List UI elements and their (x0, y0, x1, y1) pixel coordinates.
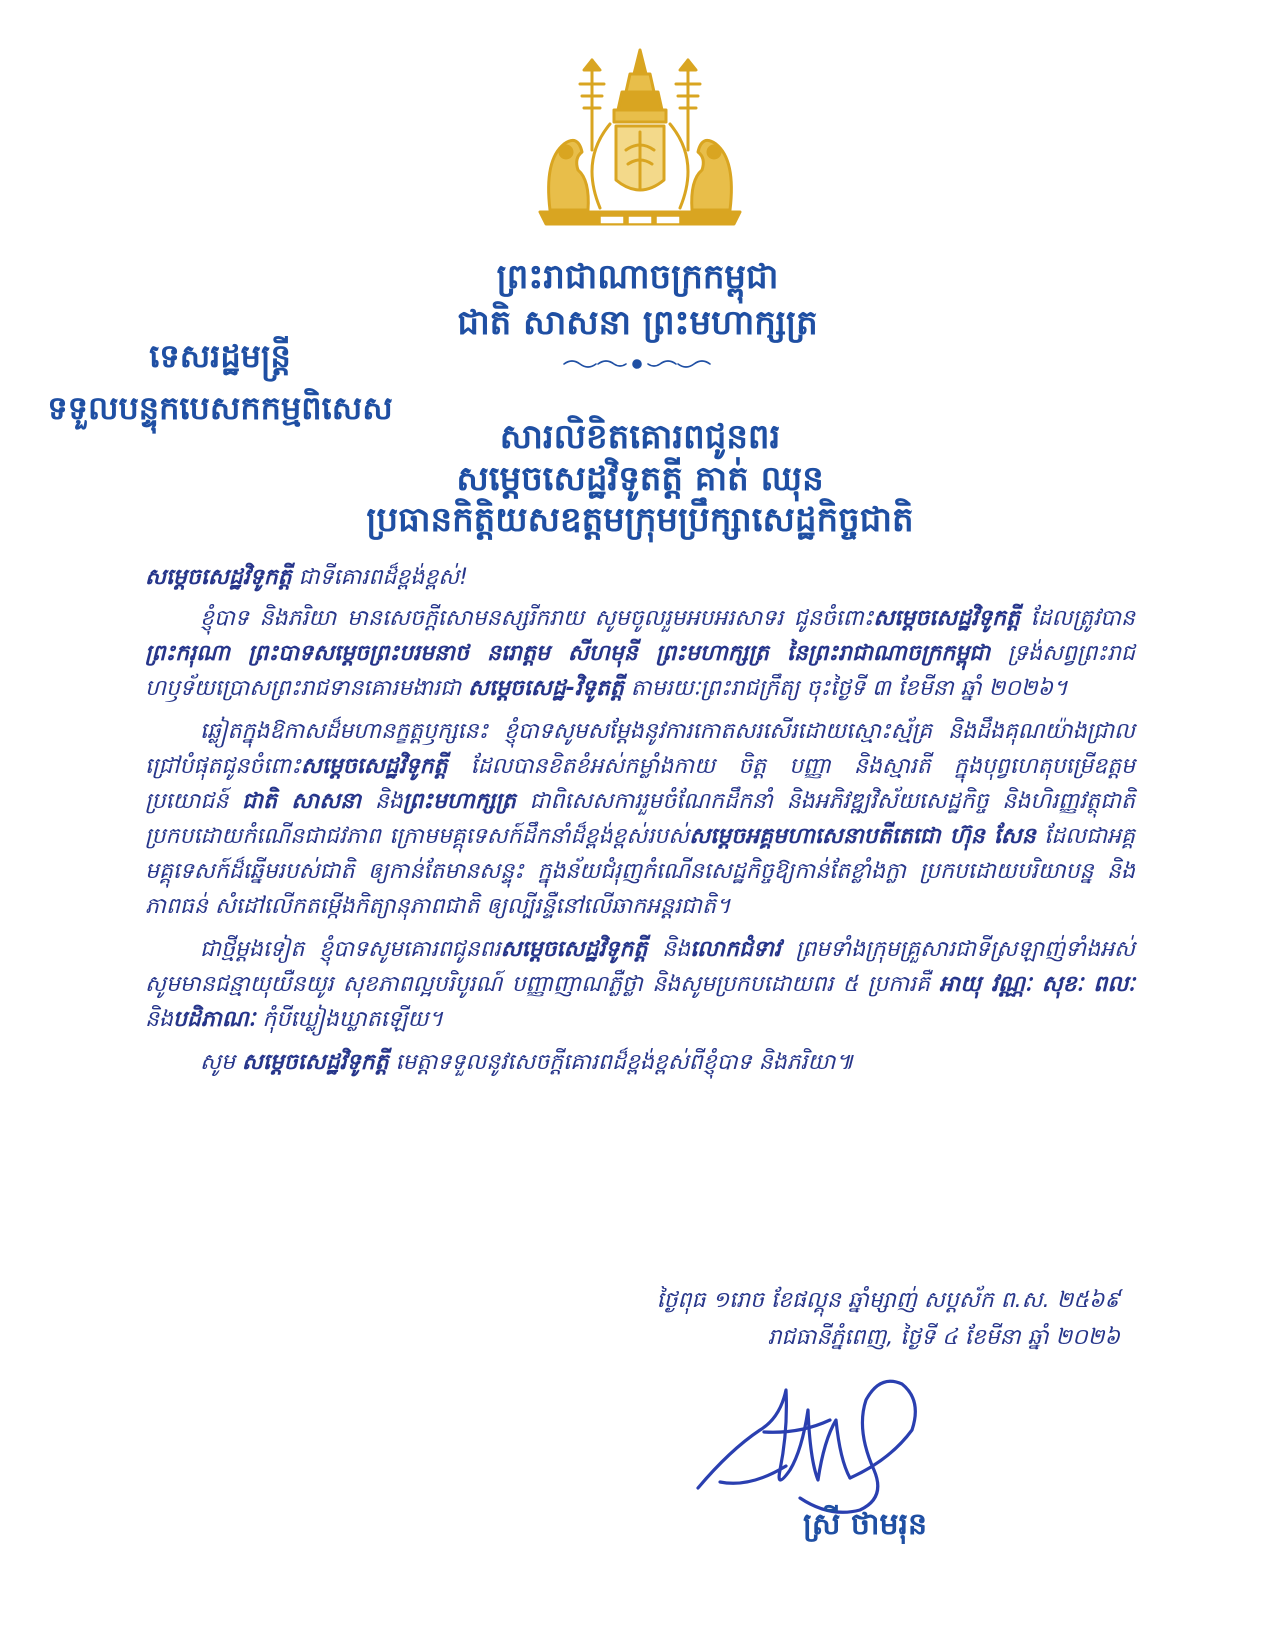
letter-title: សារលិខិតគោរពជូនពរ (499, 417, 781, 457)
salutation-name: សម្តេចសេដ្ឋវិទូកត្តី (145, 565, 292, 590)
letter-recipient-position: ប្រធានកិត្តិយសឧត្តមក្រុមប្រឹក្សាសេដ្ឋកិច្ចជាតិ (366, 500, 914, 540)
ministry-title: ទេសរដ្ឋមន្ត្រី (149, 337, 291, 375)
lunar-date: ថ្ងៃពុធ ១រោច ខែផល្គុន ឆ្នាំម្សាញ់ សប្តស័ក ព.ស. ២៥៦៩ (656, 1288, 1120, 1313)
letter-body (145, 560, 1135, 1088)
ministry-mission: ទទួលបន្ទុកបេសកកម្មពិសេស (47, 389, 393, 427)
solar-date: រាជធានីភ្នំពេញ, ថ្ងៃទី ៤ ខែមីនា ឆ្នាំ ២០២៦ (767, 1325, 1120, 1350)
paragraph-2: ឆ្លៀតក្នុងឱកាសដ៏មហានក្ខត្តឫក្សនេះ ខ្ញុំបាទសូមសម្តែងនូវការកោតសរសើរដោយស្មោះស្ម័គ្រ និងដឹងគុណយ៉ាងជ្រាលជ្រៅបំផុតជូនចំពោះសម្តេចសេដ្ឋវិទូកត្តី ដែលបានខិតខំអស់កម្លាំងកាយ ចិត្ត បញ្ញា និងស្មារតី ក្នុងបុព្វហេតុបម្រើឧត្តមប្រយោជន៍ ជាតិ សាសនា និងព្រះមហាក្សត្រ ជាពិសេសការរួមចំណែកដឹកនាំ និងអភិវឌ្ឍវិស័យសេដ្ឋកិច្ច និងហិរញ្ញវត្ថុជាតិ ប្រកបដោយកំណើនជាជវភាព ក្រោមមគ្គុទេសក៍ដឹកនាំដ៏ខ្ពង់ខ្ពស់របស់សម្តេចអគ្គមហាសេនាបតីតេជោ ហ៊ុន សែន ដែលជាអគ្គមគ្គុទេសក៍ដ៏ឆ្នើមរបស់ជាតិ ឲ្យកាន់តែមានសន្ទុះ ក្នុងន័យជំរុញកំណើនសេដ្ឋកិច្ចឱ្យកាន់តែខ្លាំងក្លា ប្រកបដោយបរិយាបន្ន និងភាពធន់ សំដៅលើកតម្កើងកិត្យានុភាពជាតិ ឲ្យល្បីរន្ទឺនៅលើឆាកអន្តរជាតិ។ (145, 719, 1135, 919)
khmer-ornament-divider-icon (560, 357, 715, 371)
royal-coat-of-arms-icon (530, 40, 750, 240)
paragraph-4: សូម សម្តេចសេដ្ឋវិទូកត្តី មេត្តាទទួលនូវសេចក្តីគោរពដ៏ខ្ពង់ខ្ពស់ពីខ្ញុំបាទ និងភរិយា៕ (200, 1050, 854, 1075)
letter-recipient: សម្តេចសេដ្ឋវិទូតត្តី គាត់ ឈុន (456, 459, 824, 499)
handwritten-signature-icon (690, 1370, 940, 1520)
paragraph-1: ខ្ញុំបាទ និងភរិយា មានសេចក្តីសោមនស្សរីករាយ សូមចូលរួមអបអរសាទរ ជូនចំពោះសម្តេចសេដ្ឋវិទូកត្តី ដែលត្រូវបាន ព្រះករុណា ព្រះបាទសម្តេចព្រះបរមនាថ នរោត្តម សីហមុនី ព្រះមហាក្សត្រ នៃព្រះរាជាណាចក្រកម្ពុជា ទ្រង់សព្វព្រះរាជហឫទ័យប្រោសព្រះរាជទានគោរមងារជា សម្តេចសេដ្ឋ-វិទូតត្តី តាមរយៈព្រះរាជក្រឹត្យ ចុះថ្ងៃទី ៣ ខែមីនា ឆ្នាំ ២០២៦។ (145, 606, 1135, 701)
kingdom-name: ព្រះរាជាណាចក្រកម្ពុជា (496, 257, 779, 297)
salutation: សម្តេចសេដ្ឋវិទូកត្តី ជាទីគោរពដ៏ខ្ពង់ខ្ពស់! (145, 565, 469, 590)
signer-name: ស្រី ថាមរុន (802, 1507, 928, 1542)
paragraph-3: ជាថ្មីម្តងទៀត ខ្ញុំបាទសូមគោរពជូនពរសម្តេចសេដ្ឋវិទូកត្តី និងលោកជំទាវ ព្រមទាំងក្រុមគ្រួសារជាទីស្រឡាញ់ទាំងអស់ សូមមានជន្មាយុយឺនយូរ សុខភាពល្អបរិបូរណ៍ បញ្ញាញាណភ្លឺថ្លា និងសូមប្រកបដោយពរ ៥ ប្រការគឺ អាយុ វណ្ណៈ សុខៈ ពលៈ និងបដិភាណៈ កុំបីឃ្លៀងឃ្លាតឡើយ។ (145, 937, 1136, 1032)
national-motto: ជាតិ សាសនា ព្រះមហាក្សត្រ (457, 303, 818, 343)
